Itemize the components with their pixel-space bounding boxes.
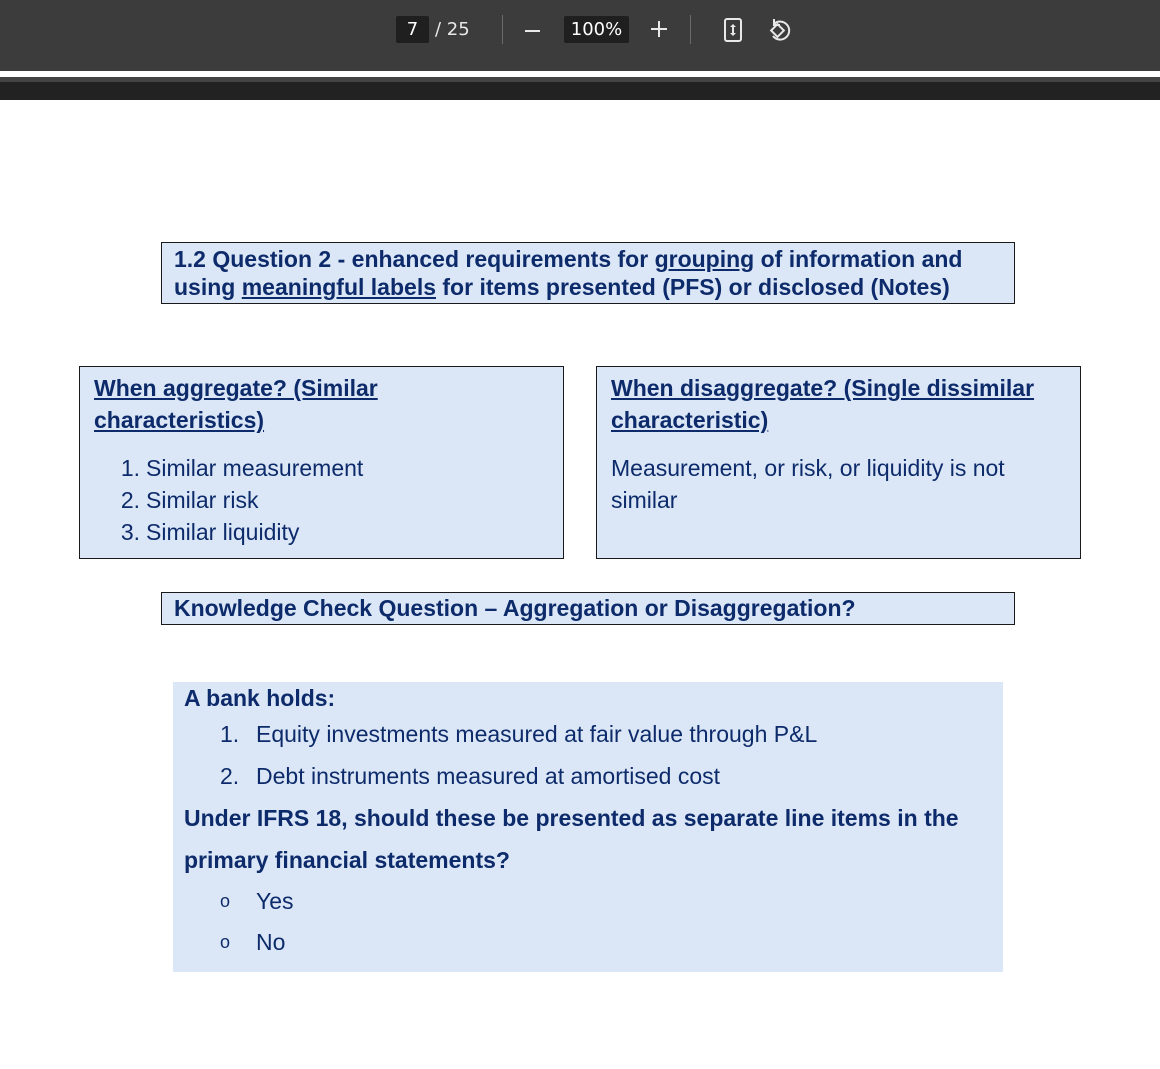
disaggregate-text: Measurement, or risk, or liquidity is not similar xyxy=(611,455,1005,513)
list-item: 1. Similar measurement xyxy=(120,455,364,481)
aggregate-list xyxy=(94,452,549,548)
title-text-3: for items presented (PFS) or disclosed (Notes) xyxy=(436,274,950,300)
rotate-icon[interactable] xyxy=(765,15,795,45)
toolbar-divider xyxy=(502,15,503,44)
list-item: 1. Equity investments measured at fair value through P&L xyxy=(220,721,818,747)
list-item: 3. Similar liquidity xyxy=(120,519,300,545)
quiz-question: Under IFRS 18, should these be presented as separate line items in the primary financial statements? xyxy=(184,805,959,873)
list-item: 2. Similar risk xyxy=(120,487,259,513)
quiz-lead: A bank holds: xyxy=(184,685,336,711)
disaggregate-heading: When disaggregate? (Single dissimilar characteristic) xyxy=(611,375,1035,433)
zoom-in-icon[interactable] xyxy=(646,16,672,42)
title-text-2: of information and using xyxy=(174,246,963,300)
page-number-input[interactable]: 7 xyxy=(396,16,429,43)
page-total: / 25 xyxy=(435,19,470,40)
toolbar-divider xyxy=(690,15,691,44)
title-text-1: 1.2 Question 2 - enhanced requirements for xyxy=(174,246,655,272)
title-grouping: grouping xyxy=(654,246,755,272)
title-meaningful-labels: meaningful labels xyxy=(241,274,436,300)
list-item: 2. Debt instruments measured at amortised cost xyxy=(220,763,721,789)
disaggregate-panel xyxy=(596,366,1081,559)
quiz-block xyxy=(173,682,1003,972)
knowledge-check-title: Knowledge Check Question – Aggregation or Disaggregation? xyxy=(161,592,1015,625)
aggregate-heading: When aggregate? (Similar characteristics) xyxy=(94,375,378,433)
page-top-border xyxy=(0,77,1160,100)
quiz-option-yes: o Yes xyxy=(220,888,294,914)
fit-page-icon[interactable] xyxy=(718,15,748,45)
zoom-out-icon[interactable] xyxy=(520,18,546,42)
section-title xyxy=(161,242,1015,304)
aggregate-panel xyxy=(79,366,564,559)
pdf-toolbar xyxy=(0,0,1160,71)
zoom-level[interactable]: 100% xyxy=(564,16,629,43)
quiz-option-no: o No xyxy=(220,929,286,955)
